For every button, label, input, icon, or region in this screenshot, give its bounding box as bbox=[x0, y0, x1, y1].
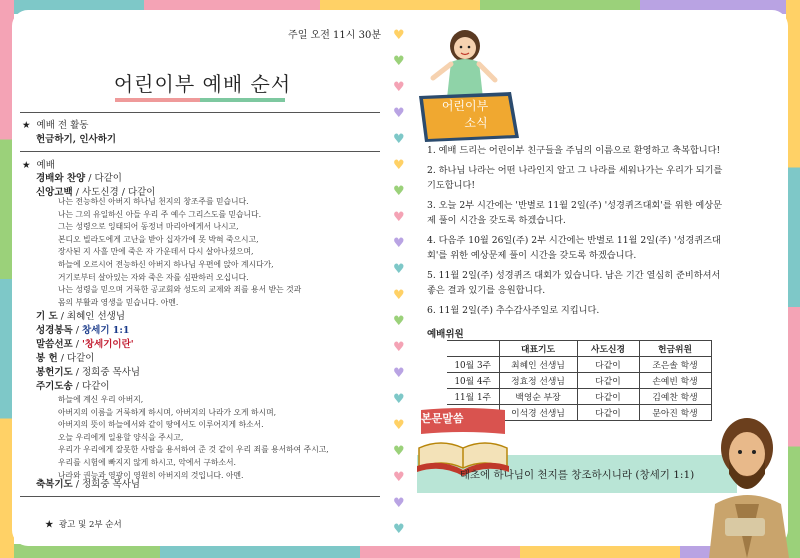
duty-title: 예배위원 bbox=[427, 329, 464, 340]
table-cell: 문아진 학생 bbox=[639, 405, 711, 421]
heart-icon: ♥ bbox=[393, 236, 405, 251]
heart-icon: ♥ bbox=[393, 392, 405, 407]
page-title: 어린이부 예배 순서 bbox=[113, 72, 292, 96]
column-header bbox=[447, 341, 499, 357]
apostles-creed bbox=[58, 196, 301, 309]
prayer-line: 하늘에 계신 우리 아버지, bbox=[58, 395, 144, 404]
news-item: 2. 하나님 나라는 어떤 나라인지 알고 그 나라를 세워나가는 우리가 되기를 기도합니다! bbox=[427, 164, 723, 191]
pre-worship-heading: ★ 예배 전 활동 bbox=[22, 120, 89, 131]
heart-icon: ♥ bbox=[393, 28, 405, 43]
title-underline bbox=[115, 98, 285, 102]
order-offering-prayer: 봉헌기도 / 정희중 목사님 bbox=[36, 367, 141, 378]
table-cell: 10월 3주 bbox=[447, 357, 499, 373]
table-cell: 다같이 bbox=[577, 405, 639, 421]
news-item: 4. 다음주 10월 26일(주) 2부 시간에는 반별로 11월 2일(주) '성경퀴즈대회'를 위한 예상문제 풀이 시간을 갖도록 하겠습니다. bbox=[427, 234, 721, 261]
heart-icon: ♥ bbox=[393, 340, 405, 355]
prayer-line: 우리가 우리에게 잘못한 사람을 용서하여 준 것 같이 우리 죄를 용서하여 주시고, bbox=[58, 445, 329, 455]
news-page bbox=[415, 18, 775, 538]
prayer-line: 아버지의 뜻이 하늘에서와 같이 땅에서도 이루어지게 하소서. bbox=[58, 420, 264, 430]
badge-line: 어린이부 bbox=[441, 99, 489, 113]
order-offering: 봉 헌 / 다같이 bbox=[36, 353, 95, 364]
column-header: 헌금위원 bbox=[639, 341, 711, 357]
table-row bbox=[447, 357, 711, 373]
divider bbox=[20, 151, 380, 152]
star-icon: ★ bbox=[22, 160, 31, 171]
heart-icon: ♥ bbox=[393, 262, 405, 277]
table-cell: 다같이 bbox=[577, 373, 639, 389]
creed-line: 하늘에 오르시어 전능하신 아버지 하나님 우편에 앉아 계시다가, bbox=[58, 259, 274, 269]
table-cell: 조은솔 학생 bbox=[639, 357, 711, 373]
heart-icon: ♥ bbox=[393, 470, 405, 485]
table-cell: 백영순 부장 bbox=[499, 389, 577, 405]
table-cell: 손예빈 학생 bbox=[639, 373, 711, 389]
word-title: 본문말씀 bbox=[421, 412, 464, 425]
footer-note: ★ 광고 및 2부 순서 bbox=[45, 520, 122, 530]
news-item: 6. 11월 2일(주) 추수감사주일로 지킵니다. bbox=[427, 304, 600, 316]
table-cell: 이석경 선생님 bbox=[499, 405, 577, 421]
creed-line: 나는 전능하신 아버지 하나님 천지의 창조주를 믿습니다. bbox=[58, 197, 249, 206]
prayer-line: 아버지의 이름을 거룩하게 하시며, 아버지의 나라가 오게 하시며, bbox=[58, 407, 277, 417]
prayer-line: 오늘 우리에게 일용할 양식을 주시고, bbox=[58, 432, 184, 442]
order-creed: 신앙고백 / 사도신경 / 다같이 bbox=[36, 187, 156, 198]
prayer-line: 우리를 시험에 빠지지 않게 하시고, 악에서 구하소서. bbox=[58, 457, 236, 467]
table-cell: 정효정 선생님 bbox=[499, 373, 577, 389]
news-badge-label bbox=[415, 98, 515, 132]
order-praise: 경배와 찬양 / 다같이 bbox=[36, 173, 122, 184]
divider bbox=[20, 496, 380, 497]
news-item: 1. 예배 드리는 어린이부 친구들을 주님의 이름으로 환영하고 축복합니다! bbox=[427, 145, 721, 156]
verse-text: 태초에 하나님이 천지를 창조하시니라 (창세기 1:1) bbox=[459, 469, 695, 481]
heart-icon: ♥ bbox=[393, 132, 405, 147]
table-cell: 다같이 bbox=[577, 389, 639, 405]
creed-line: 본디오 빌라도에게 고난을 받아 십자가에 못 박혀 죽으시고, bbox=[58, 234, 259, 244]
creed-line: 나는 성령을 믿으며 거룩한 공교회와 성도의 교제와 죄를 용서 받는 것과 bbox=[58, 285, 302, 295]
star-icon: ★ bbox=[45, 520, 54, 530]
creed-line: 그는 성령으로 잉태되어 동정녀 마리아에게서 나시고, bbox=[58, 222, 239, 232]
heart-icon: ♥ bbox=[393, 288, 405, 303]
creed-line: 나는 그의 유일하신 아들 우리 주 예수 그리스도를 믿습니다. bbox=[58, 209, 262, 219]
news-list bbox=[427, 143, 727, 322]
heart-icon: ♥ bbox=[393, 314, 405, 329]
heart-icon: ♥ bbox=[393, 54, 405, 69]
star-icon: ★ bbox=[22, 120, 31, 131]
pre-worship-item: 헌금하기, 인사하기 bbox=[36, 134, 117, 145]
creed-line: 몸의 부활과 영생을 믿습니다. 아멘. bbox=[58, 297, 179, 307]
column-header: 사도신경 bbox=[577, 341, 639, 357]
heart-icon: ♥ bbox=[393, 444, 405, 459]
news-item: 3. 오늘 2부 시간에는 '반별로 11월 2일(주) '성경퀴즈대회'를 위한 예상문제 풀이 시간을 갖도록 하겠습니다. bbox=[427, 199, 723, 226]
frame-bottom bbox=[0, 544, 800, 558]
prayer-line: 나라와 권능과 영광이 영원히 아버지의 것입니다. 아멘. bbox=[58, 470, 244, 480]
heart-icon: ♥ bbox=[393, 522, 405, 537]
creed-line: 장사된 지 사흘 만에 죽은 자 가운데서 다시 살아나셨으며, bbox=[58, 247, 254, 257]
table-row bbox=[447, 373, 711, 389]
table-row bbox=[447, 389, 711, 405]
worship-heading: ★ 예배 bbox=[22, 160, 55, 171]
girl-illustration bbox=[425, 28, 505, 98]
heart-icon: ♥ bbox=[393, 184, 405, 199]
table-cell: 11월 1주 bbox=[447, 389, 499, 405]
table-cell: 다같이 bbox=[577, 357, 639, 373]
table-cell: 10월 4주 bbox=[447, 373, 499, 389]
table-header-row bbox=[447, 341, 711, 357]
service-time: 주일 오전 11시 30분 bbox=[288, 30, 381, 41]
order-reading: 성경봉독 / 창세기 1:1 bbox=[36, 325, 130, 336]
creed-line: 거기로부터 살아있는 자와 죽은 자를 심판하러 오십니다. bbox=[58, 272, 249, 282]
bible-character-illustration bbox=[695, 408, 791, 558]
heart-icon: ♥ bbox=[393, 158, 405, 173]
table-cell: 김예찬 학생 bbox=[639, 389, 711, 405]
divider bbox=[20, 112, 380, 113]
table-cell: 최혜인 선생님 bbox=[499, 357, 577, 373]
heart-icon: ♥ bbox=[393, 210, 405, 225]
order-prayer: 기 도 / 최혜인 선생님 bbox=[36, 311, 126, 322]
column-header: 대표기도 bbox=[499, 341, 577, 357]
heart-icon: ♥ bbox=[393, 106, 405, 121]
heart-icon: ♥ bbox=[393, 366, 405, 381]
order-benediction: 축복기도 / 정희중 목사님 bbox=[36, 479, 141, 490]
order-of-worship bbox=[20, 18, 385, 538]
heart-icon: ♥ bbox=[393, 496, 405, 511]
heart-icon: ♥ bbox=[393, 80, 405, 95]
heart-icon: ♥ bbox=[393, 418, 405, 433]
order-sermon: 말씀선포 / '창세기이란' bbox=[36, 339, 134, 350]
news-item: 5. 11월 2일(주) 성경퀴즈 대회가 있습니다. 남은 기간 열심히 준비하셔서 좋은 결과 있기를 응원합니다. bbox=[427, 269, 721, 296]
order-lords-prayer: 주기도송 / 다같이 bbox=[36, 381, 110, 392]
lords-prayer bbox=[58, 394, 329, 482]
badge-line: 소식 bbox=[464, 116, 488, 130]
